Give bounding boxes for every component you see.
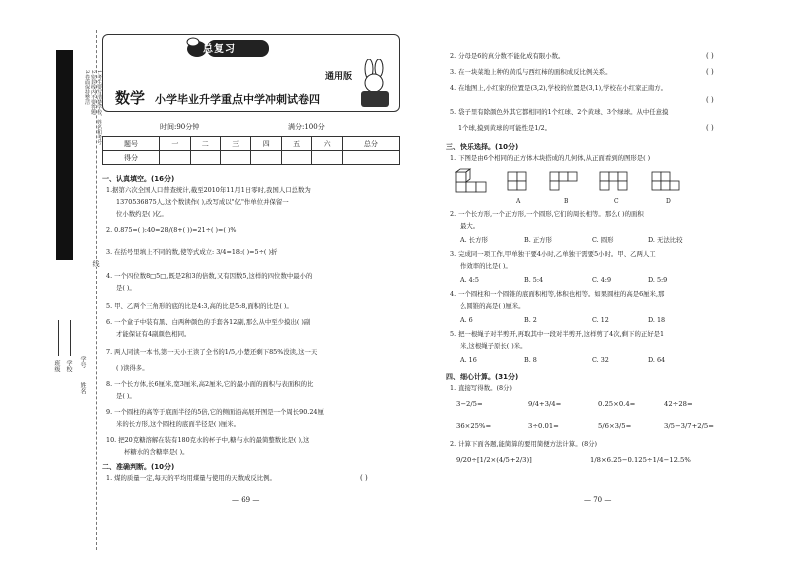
- question-2: 2. 0.875=( ):40=28/(8+( ))=21÷( )=( )%: [106, 226, 237, 234]
- option-c-label: C: [614, 198, 619, 205]
- option-b-figure-icon: [550, 172, 577, 190]
- choice-question-3-line-1: 3. 完成同一项工作,甲单独干要4小时,乙单独干需要5小时。甲、乙两人工: [450, 250, 656, 258]
- choice-4-option-a: A. 6: [460, 316, 473, 324]
- paper-title: 小学毕业升学重点中学冲刺试卷四: [155, 93, 320, 106]
- choice-question-1: 1. 下图是由6个相同的正方体木块搭成的几何体,从正面看到的图形是( ): [450, 154, 651, 162]
- option-d-label: D: [666, 198, 671, 205]
- score-header-cell: 五: [281, 137, 311, 151]
- choice-question-4-line-1: 4. 一个圆柱和一个圆锥的底面积相等,体积也相等。如果圆柱的高是6厘米,那: [450, 290, 665, 298]
- calc-item: 0.25×0.4=: [598, 400, 636, 408]
- calc-item: 36×25%=: [456, 422, 492, 430]
- page-70: [444, 28, 744, 548]
- question-4-line-2: 是( )。: [116, 284, 136, 292]
- question-8-line-2: 是( )。: [116, 392, 136, 400]
- calc-item: 9/20÷[1/2×(4/5+2/3)]: [456, 456, 532, 464]
- binding-strip: [0, 0, 100, 569]
- judge-question-3: 3. 在一块菜地上种的黄瓜与西红柿的面积成反比例关系。: [450, 68, 612, 76]
- question-1-line-1: 1.据第六次全国人口普查统计,截至2010年11月1日零时,我国人口总数为: [106, 186, 311, 194]
- name-label: 姓名: [79, 382, 86, 394]
- calc-item: 1/8×6.25−0.125÷1/4−12.5%: [590, 456, 691, 464]
- choice-3-option-b: B. 5:4: [524, 276, 544, 284]
- exam-time: 时间:90分钟: [160, 123, 200, 131]
- class-field[interactable]: [58, 320, 59, 356]
- page-number: — 70 —: [584, 496, 612, 504]
- answer-blank[interactable]: ( ): [706, 68, 714, 76]
- section-true-false: 二、准确判断。(10分): [102, 463, 175, 471]
- choice-3-option-c: C. 4:9: [592, 276, 612, 284]
- question-10-line-2: 杯糖水的含糖率是( )。: [124, 448, 189, 456]
- question-6-line-1: 6. 一个盒子中装有黑、白两种颜色的手套各12副,那么从中至少摸出( )副: [106, 318, 311, 326]
- question-10-line-1: 10. 把20克糖溶解在装有180克水的杯子中,糖与水的最简整数比是( ),这: [106, 436, 310, 444]
- calc-item: 3÷0.01=: [528, 422, 559, 430]
- judge-question-4: 4. 在地图上,小红家的位置是(3,2),学校的位置是(3,1),学校在小红家正南方。: [450, 84, 668, 92]
- school-label: 学校: [65, 360, 72, 372]
- choice-2-option-a: A. 长方形: [460, 236, 488, 244]
- calc-item: 5/6×3/5=: [598, 422, 632, 430]
- question-7-line-1: 7. 两人同读一本书,第一天小王读了全书的1/5,小楚还剩下85%没读,这一天: [106, 348, 318, 356]
- calc-item: 3−2/5=: [456, 400, 483, 408]
- question-3: 3. 在括号里填上不同的数,使等式成立: 3/4=18:( )=5÷( )折: [106, 248, 278, 256]
- question-4-line-1: 4. 一个四位数8□5□,既是2和3的倍数,又有因数5,这样的四位数中最小的: [106, 272, 313, 280]
- choice-question-2-line-2: 最大。: [460, 222, 480, 230]
- answer-blank[interactable]: ( ): [706, 52, 714, 60]
- score-cell[interactable]: [281, 151, 311, 165]
- choice-2-option-c: C. 圆形: [592, 236, 614, 244]
- option-a-figure-icon: [508, 172, 526, 190]
- judge-question-1: 1. 煤的质量一定,每天的平均用煤量与使用的天数成反比例。: [106, 474, 276, 482]
- calc-item: 42÷28=: [664, 400, 693, 408]
- seal-mark: 线: [92, 260, 100, 267]
- choice-question-5-line-2: 米,这根绳子原长( )米。: [460, 342, 527, 350]
- choice-5-option-c: C. 32: [592, 356, 609, 364]
- page-69: [102, 28, 402, 548]
- score-header-cell: 总分: [342, 137, 399, 151]
- choice-3-option-a: A. 4:5: [460, 276, 479, 284]
- calc-item: 3/5−3/7+2/5=: [664, 422, 714, 430]
- choice-4-option-c: C. 12: [592, 316, 609, 324]
- score-header-cell: 一: [160, 137, 190, 151]
- judge-question-5-line-1: 5. 袋子里有除颜色外其它都相同的1个红球、2个黄球、3个绿球。从中任意摸: [450, 108, 669, 116]
- choice-4-option-d: D. 18: [648, 316, 666, 324]
- option-c-figure-icon: [600, 172, 627, 190]
- logo-text: 总复习: [203, 44, 236, 55]
- edition-label: 通用版: [325, 72, 353, 82]
- judge-question-5-line-2: 1个球,摸到黄球的可能性是1/2。: [458, 124, 552, 132]
- judge-question-2: 2. 分母是6的真分数不能化成有限小数。: [450, 52, 565, 60]
- question-9-line-2: 米的长方形,这个圆柱的底面半径是( )厘米。: [116, 420, 241, 428]
- score-header-cell: 题号: [103, 137, 160, 151]
- question-8-line-1: 8. 一个长方体,长6厘米,宽3厘米,高2厘米,它的最小面的面积与表面积的比: [106, 380, 314, 388]
- school-field[interactable]: [70, 320, 71, 356]
- question-7-line-2: ( )读得多。: [116, 364, 149, 372]
- choice-3-option-d: D. 5:9: [648, 276, 668, 284]
- option-b-label: B: [564, 198, 569, 205]
- score-header-cell: 三: [221, 137, 251, 151]
- score-header-cell: 二: [190, 137, 220, 151]
- score-table: [102, 136, 400, 165]
- question-6-line-2: 才能保证有4副颜色相同。: [116, 330, 191, 338]
- choice-question-2-line-1: 2. 一个长方形,一个正方形,一个圆形,它们的周长相等。那么( )的面积: [450, 210, 644, 218]
- choice-5-option-d: D. 64: [648, 356, 666, 364]
- exam-notes: 1.考生要写清楚学校、姓名和考号 2.密封线内不要答题 3.卷面保持整洁: [84, 70, 102, 145]
- choice-5-option-a: A. 16: [460, 356, 477, 364]
- calc-question-2: 2. 计算下面各题,能简算的要用简便方法计算。(8分): [450, 440, 598, 448]
- score-cell[interactable]: [160, 151, 190, 165]
- answer-blank[interactable]: ( ): [706, 96, 714, 104]
- choice-question-4-line-2: 么圆锥的高是( )厘米。: [460, 302, 525, 310]
- choice-4-option-b: B. 2: [524, 316, 537, 324]
- class-label: 班级: [53, 360, 60, 372]
- answer-blank[interactable]: ( ): [360, 474, 368, 482]
- question-9-line-1: 9. 一个圆柱的高等于底面半径的5倍,它的侧面沿高展开图是一个周长90.24厘: [106, 408, 324, 416]
- section-choice: 三、快乐选择。(10分): [446, 143, 519, 151]
- option-a-label: A: [516, 198, 521, 205]
- score-cell[interactable]: [221, 151, 251, 165]
- section-calculation: 四、细心计算。(31分): [446, 373, 519, 381]
- score-header-cell: 四: [251, 137, 281, 151]
- question-5: 5. 甲、乙两个三角形的底的比是4:3,高的比是5:8,面积的比是( )。: [106, 302, 293, 310]
- question-1-line-2: 1370536875人,这个数读作( ),改写成以"亿"作单位并保留一: [116, 198, 289, 206]
- choice-2-option-b: B. 正方形: [524, 236, 552, 244]
- subject-title: 数学: [115, 89, 146, 107]
- section-fill-blank: 一、认真填空。(16分): [102, 175, 175, 183]
- choice-question-3-line-2: 作效率的比是( )。: [460, 262, 512, 270]
- cube-stack-icon: [456, 169, 486, 192]
- full-score: 满分:100分: [288, 123, 325, 131]
- exam-header: [102, 34, 400, 112]
- choice-question-5-line-1: 5. 把一根绳子对半剪开,再取其中一段对半剪开,这样剪了4次,剩下的正好是1: [450, 330, 665, 338]
- geometry-figures: [454, 168, 694, 204]
- score-row-label: 得分: [103, 151, 160, 165]
- choice-5-option-b: B. 8: [524, 356, 537, 364]
- calc-question-1: 1. 直接写得数。(8分): [450, 384, 512, 392]
- choice-2-option-d: D. 无法比较: [648, 236, 683, 244]
- calc-item: 9/4+3/4=: [528, 400, 562, 408]
- answer-blank[interactable]: ( ): [706, 124, 714, 132]
- rabbit-illustration-icon: [353, 59, 397, 109]
- score-cell[interactable]: [342, 151, 399, 165]
- question-1-line-3: 位小数约是( )亿。: [116, 210, 168, 218]
- student-info-fields: [44, 300, 94, 460]
- number-label: 学号: [79, 356, 86, 368]
- score-cell[interactable]: [251, 151, 281, 165]
- page-number: — 69 —: [232, 496, 260, 504]
- score-header-cell: 六: [312, 137, 342, 151]
- score-cell[interactable]: [190, 151, 220, 165]
- option-d-figure-icon: [652, 172, 679, 190]
- score-cell[interactable]: [312, 151, 342, 165]
